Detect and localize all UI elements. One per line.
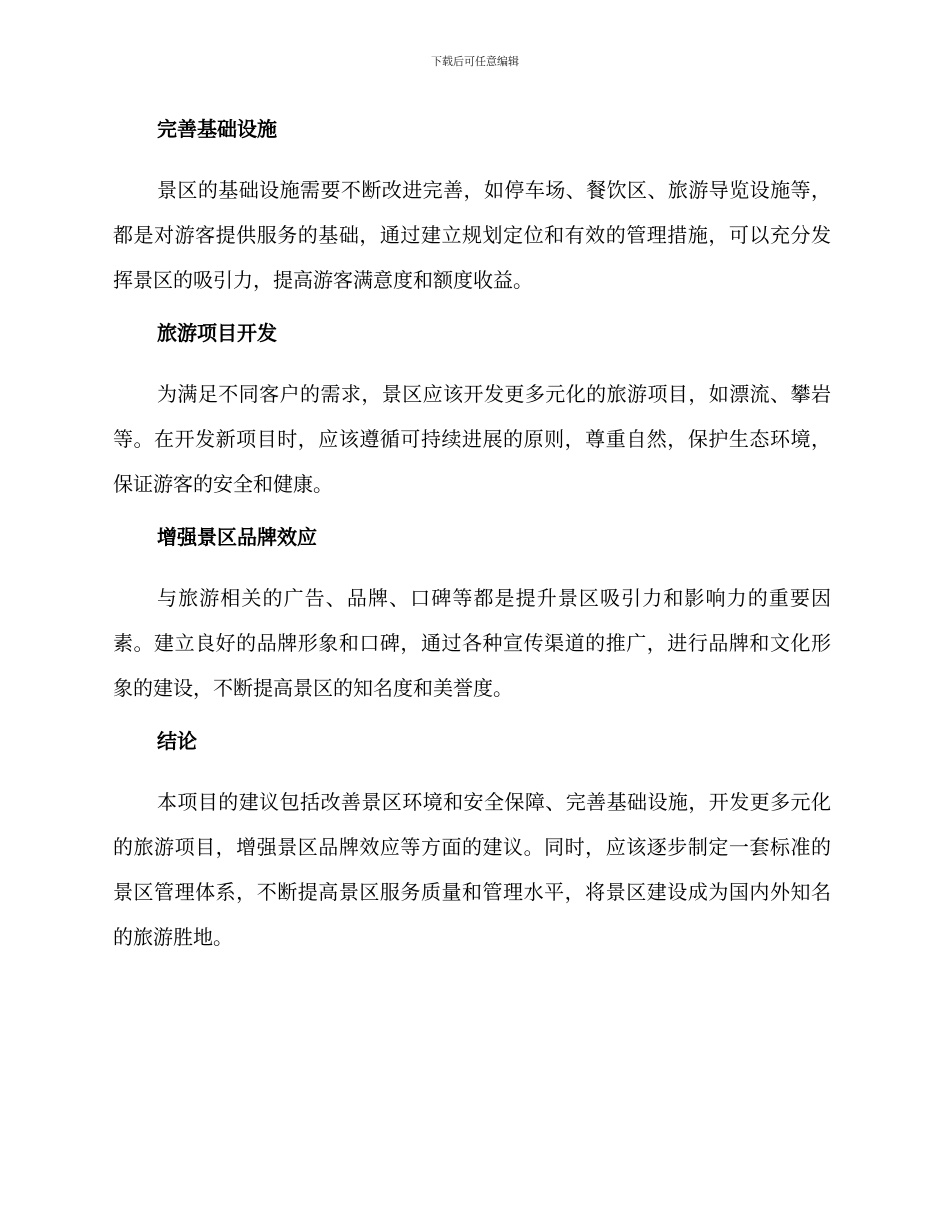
section-heading: 旅游项目开发 — [157, 321, 277, 345]
section-project-development — [113, 316, 831, 507]
section-heading: 增强景区品牌效应 — [157, 525, 317, 549]
page-header: 下载后可任意编辑 — [431, 55, 519, 68]
section-conclusion — [113, 724, 831, 960]
section-paragraph: 为满足不同客户的需求，景区应该开发更多元化的旅游项目，如漂流、攀岩等。在开发新项目时，应该遵循可持续进展的原则，尊重自然，保护生态环境，保证游客的安全和健康。 — [113, 382, 831, 496]
section-paragraph: 景区的基础设施需要不断改进完善，如停车场、餐饮区、旅游导览设施等，都是对游客提供服务的基础，通过建立规划定位和有效的管理措施，可以充分发挥景区的吸引力，提高游客满意度和额度收益。 — [113, 178, 831, 292]
section-brand-effect — [113, 520, 831, 711]
section-paragraph: 本项目的建议包括改善景区环境和安全保障、完善基础设施，开发更多元化的旅游项目，增强景区品牌效应等方面的建议。同时，应该逐步制定一套标准的景区管理体系，不断提高景区服务质量和管理水平，将景区建设成为国内外知名的旅游胜地。 — [113, 790, 831, 949]
document-body — [113, 112, 831, 973]
section-infrastructure — [113, 112, 831, 303]
section-heading: 完善基础设施 — [157, 117, 277, 141]
section-paragraph: 与旅游相关的广告、品牌、口碑等都是提升景区吸引力和影响力的重要因素。建立良好的品牌形象和口碑，通过各种宣传渠道的推广，进行品牌和文化形象的建设，不断提高景区的知名度和美誉度。 — [113, 586, 831, 700]
section-heading: 结论 — [157, 729, 197, 753]
